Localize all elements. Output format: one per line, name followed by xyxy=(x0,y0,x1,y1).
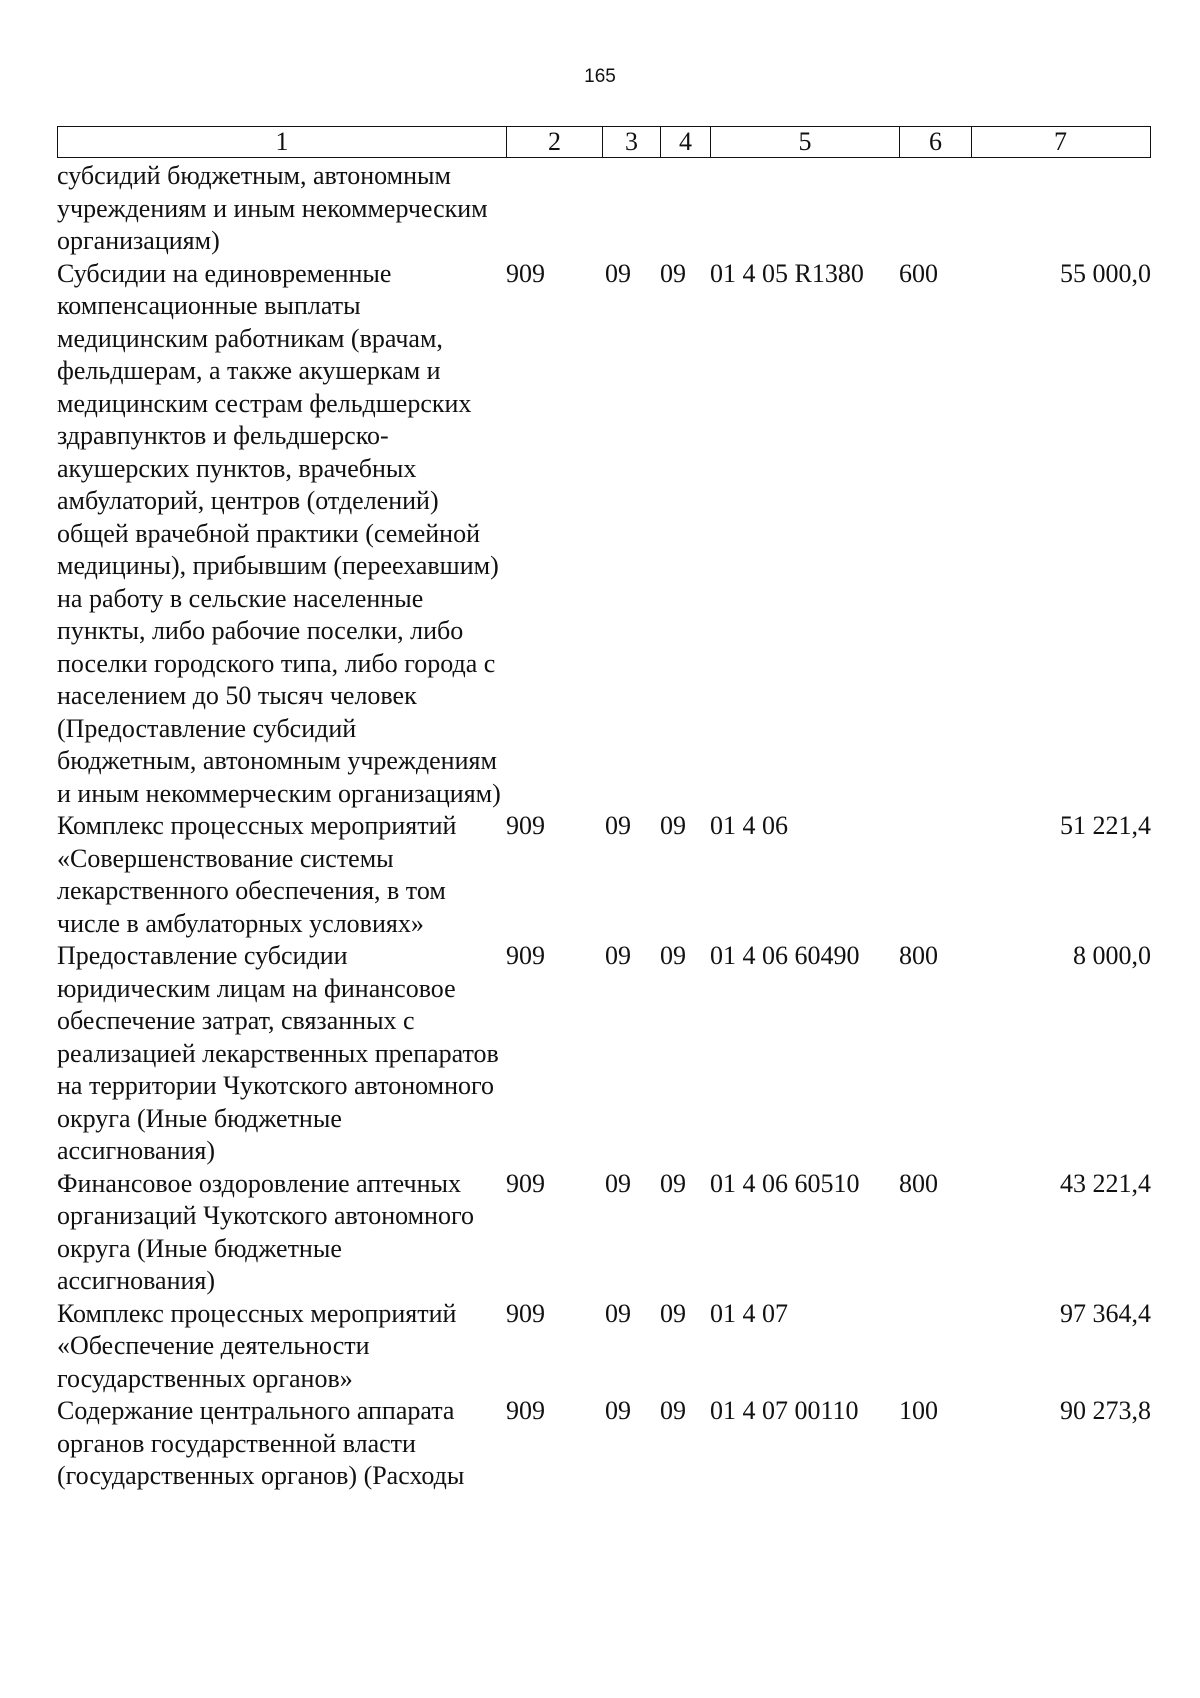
row-col-5: 01 4 07 00110 xyxy=(710,1396,859,1425)
row-col-6: 100 xyxy=(899,1396,938,1425)
row-col-2: 909 xyxy=(506,811,545,840)
header-col-4: 4 xyxy=(661,127,711,157)
row-col-6 xyxy=(899,160,971,258)
header-col-3: 3 xyxy=(603,127,661,157)
row-col-5 xyxy=(710,160,899,258)
row-col-2: 909 xyxy=(506,1298,545,1328)
row-col-4: 09 xyxy=(660,1298,686,1328)
row-col-4: 09 xyxy=(660,811,686,840)
header-col-5: 5 xyxy=(711,127,900,157)
row-col-6: 600 xyxy=(899,258,938,288)
row-col-4: 09 xyxy=(660,1168,686,1198)
row-col-2 xyxy=(506,160,602,258)
row-col-2: 909 xyxy=(506,941,545,970)
row-col-7: 8 000,0 xyxy=(1073,941,1151,970)
row-col-6: 800 xyxy=(899,941,938,970)
row-col-6 xyxy=(899,810,971,940)
table-row xyxy=(57,160,1151,258)
row-col-3: 09 xyxy=(605,811,631,840)
row-col-5: 01 4 05 R1380 xyxy=(710,258,864,288)
row-col-7: 51 221,4 xyxy=(1060,811,1151,840)
row-col-6 xyxy=(899,1298,971,1396)
table-header xyxy=(57,126,1151,158)
row-col-7 xyxy=(971,160,1151,258)
row-col-5: 01 4 06 60490 xyxy=(710,941,860,970)
row-name: Комплекс процессных мероприятий «Совершенствование системы лекарственного обеспечения, в том числе в амбулаторных условиях» xyxy=(57,811,457,938)
row-col-5: 01 4 07 xyxy=(710,1298,788,1328)
row-name: Содержание центрального аппарата органов государственной власти (государственных органов) (Расходы xyxy=(57,1396,465,1490)
row-col-2: 909 xyxy=(506,258,545,288)
row-col-4 xyxy=(660,160,710,258)
table-row xyxy=(57,1298,1151,1396)
header-col-1: 1 xyxy=(58,127,507,157)
row-name: Субсидии на единовременные компенсационные выплаты медицинским работникам (врачам, фельдшерам, а также акушеркам и медицинским сестрам фельдшерских здравпунктов и фельдшерско-акушерских пунктов, врачебных амбулаторий, центров (отделений) общей врачебной практики (семейной медицины), прибывшим (переехавшим) на работу в сельские населенные пункты, либо рабочие поселки, либо поселки городского типа, либо города с населением до 50 тысяч человек (Предоставление субсидий бюджетным, автономным учреждениям и иным некоммерческим организациям) xyxy=(57,258,501,808)
row-col-3: 09 xyxy=(605,1168,631,1198)
row-col-4: 09 xyxy=(660,1396,686,1425)
row-name: субсидий бюджетным, автономным учреждениям и иным некоммерческим организациям) xyxy=(57,161,488,255)
table-row xyxy=(57,258,1151,811)
row-col-3: 09 xyxy=(605,1298,631,1328)
table-row xyxy=(57,940,1151,1168)
table-row xyxy=(57,810,1151,940)
header-col-6: 6 xyxy=(900,127,972,157)
row-col-7: 97 364,4 xyxy=(1060,1298,1151,1328)
row-col-3 xyxy=(602,160,660,258)
row-col-3: 09 xyxy=(605,258,631,288)
header-col-2: 2 xyxy=(507,127,603,157)
table-row xyxy=(57,1395,1151,1493)
header-col-7: 7 xyxy=(1054,127,1067,156)
row-col-6: 800 xyxy=(899,1168,938,1198)
page-number: 165 xyxy=(584,66,616,87)
row-name: Предоставление субсидии юридическим лицам на финансовое обеспечение затрат, связанных с реализацией лекарственных препаратов на территории Чукотского автономного округа (Иные бюджетные ассигнования) xyxy=(57,941,499,1165)
row-col-7: 43 221,4 xyxy=(1060,1168,1151,1198)
row-col-4: 09 xyxy=(660,941,686,970)
row-col-4: 09 xyxy=(660,258,686,288)
row-col-7: 55 000,0 xyxy=(1060,258,1151,288)
row-name: Финансовое оздоровление аптечных организаций Чукотского автономного округа (Иные бюджетные ассигнования) xyxy=(57,1168,474,1295)
table-body xyxy=(57,160,1151,1493)
row-col-5: 01 4 06 60510 xyxy=(710,1168,860,1198)
table-row xyxy=(57,1168,1151,1298)
row-name: Комплекс процессных мероприятий «Обеспечение деятельности государственных органов» xyxy=(57,1298,457,1393)
row-col-2: 909 xyxy=(506,1168,545,1198)
row-col-2: 909 xyxy=(506,1396,545,1425)
row-col-5: 01 4 06 xyxy=(710,811,788,840)
row-col-3: 09 xyxy=(605,1396,631,1425)
row-col-3: 09 xyxy=(605,941,631,970)
row-col-7: 90 273,8 xyxy=(1060,1396,1151,1425)
